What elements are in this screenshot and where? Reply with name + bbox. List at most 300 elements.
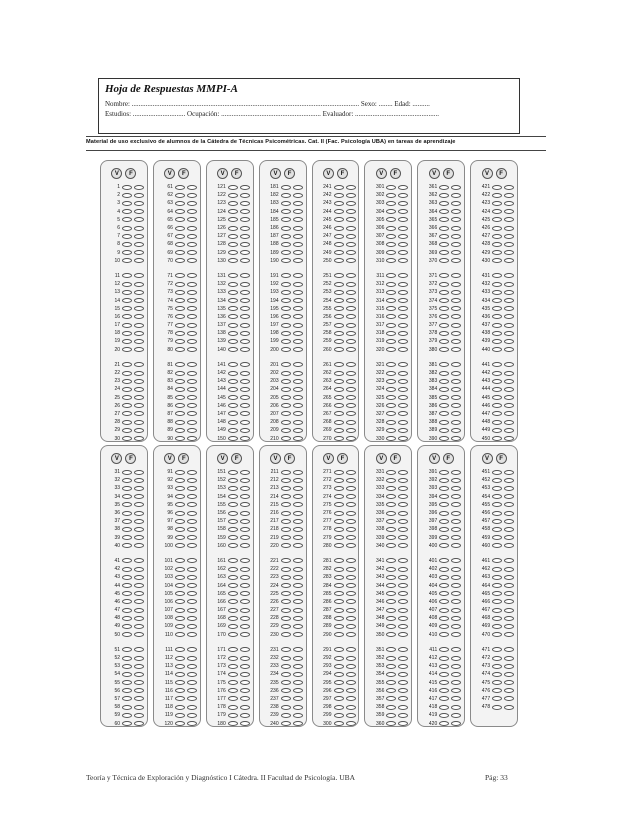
false-bubble[interactable] [504, 193, 514, 198]
false-bubble[interactable] [451, 347, 461, 352]
false-bubble[interactable] [134, 527, 144, 532]
false-bubble[interactable] [346, 201, 356, 206]
false-bubble[interactable] [187, 185, 197, 190]
true-bubble[interactable] [281, 242, 291, 247]
true-bubble[interactable] [334, 306, 344, 311]
false-bubble[interactable] [504, 599, 514, 604]
false-bubble[interactable] [346, 411, 356, 416]
false-bubble[interactable] [504, 558, 514, 563]
true-bubble[interactable] [386, 478, 396, 483]
false-bubble[interactable] [240, 502, 250, 507]
false-bubble[interactable] [451, 201, 461, 206]
false-bubble[interactable] [398, 298, 408, 303]
true-bubble[interactable] [492, 583, 502, 588]
true-bubble[interactable] [492, 209, 502, 214]
false-bubble[interactable] [293, 185, 303, 190]
false-bubble[interactable] [240, 608, 250, 613]
true-bubble[interactable] [228, 379, 238, 384]
false-bubble[interactable] [346, 558, 356, 563]
true-bubble[interactable] [492, 339, 502, 344]
false-bubble[interactable] [346, 535, 356, 540]
true-bubble[interactable] [281, 298, 291, 303]
false-bubble[interactable] [451, 428, 461, 433]
true-bubble[interactable] [386, 616, 396, 621]
true-bubble[interactable] [439, 608, 449, 613]
false-bubble[interactable] [134, 624, 144, 629]
false-bubble[interactable] [398, 591, 408, 596]
true-bubble[interactable] [122, 298, 132, 303]
true-bubble[interactable] [228, 672, 238, 677]
true-bubble[interactable] [492, 395, 502, 400]
true-bubble[interactable] [175, 632, 185, 637]
false-bubble[interactable] [134, 242, 144, 247]
false-bubble[interactable] [398, 242, 408, 247]
true-bubble[interactable] [281, 234, 291, 239]
false-bubble[interactable] [187, 647, 197, 652]
false-bubble[interactable] [187, 250, 197, 255]
true-bubble[interactable] [492, 371, 502, 376]
true-bubble[interactable] [386, 411, 396, 416]
false-bubble[interactable] [240, 478, 250, 483]
true-bubble[interactable] [281, 420, 291, 425]
true-bubble[interactable] [281, 511, 291, 516]
true-bubble[interactable] [386, 298, 396, 303]
true-bubble[interactable] [439, 273, 449, 278]
true-bubble[interactable] [122, 721, 132, 726]
false-bubble[interactable] [187, 339, 197, 344]
true-bubble[interactable] [228, 403, 238, 408]
false-bubble[interactable] [451, 185, 461, 190]
true-bubble[interactable] [228, 420, 238, 425]
true-bubble[interactable] [175, 242, 185, 247]
true-bubble[interactable] [334, 411, 344, 416]
false-bubble[interactable] [240, 575, 250, 580]
true-bubble[interactable] [228, 494, 238, 499]
true-bubble[interactable] [334, 298, 344, 303]
false-bubble[interactable] [187, 672, 197, 677]
false-bubble[interactable] [504, 591, 514, 596]
false-bubble[interactable] [293, 314, 303, 319]
false-bubble[interactable] [398, 250, 408, 255]
true-bubble[interactable] [122, 494, 132, 499]
true-bubble[interactable] [492, 543, 502, 548]
true-bubble[interactable] [386, 403, 396, 408]
true-bubble[interactable] [228, 323, 238, 328]
false-bubble[interactable] [451, 478, 461, 483]
true-bubble[interactable] [439, 362, 449, 367]
true-bubble[interactable] [122, 680, 132, 685]
true-bubble[interactable] [228, 331, 238, 336]
false-bubble[interactable] [504, 478, 514, 483]
false-bubble[interactable] [187, 362, 197, 367]
false-bubble[interactable] [451, 242, 461, 247]
false-bubble[interactable] [346, 395, 356, 400]
false-bubble[interactable] [240, 314, 250, 319]
false-bubble[interactable] [346, 217, 356, 222]
false-bubble[interactable] [240, 403, 250, 408]
true-bubble[interactable] [228, 721, 238, 726]
true-bubble[interactable] [334, 599, 344, 604]
false-bubble[interactable] [134, 705, 144, 710]
false-bubble[interactable] [451, 519, 461, 524]
true-bubble[interactable] [175, 387, 185, 392]
true-bubble[interactable] [281, 680, 291, 685]
true-bubble[interactable] [492, 705, 502, 710]
false-bubble[interactable] [187, 323, 197, 328]
true-bubble[interactable] [281, 486, 291, 491]
false-bubble[interactable] [187, 387, 197, 392]
false-bubble[interactable] [134, 502, 144, 507]
false-bubble[interactable] [346, 608, 356, 613]
true-bubble[interactable] [334, 282, 344, 287]
false-bubble[interactable] [240, 680, 250, 685]
true-bubble[interactable] [228, 234, 238, 239]
true-bubble[interactable] [175, 721, 185, 726]
false-bubble[interactable] [504, 583, 514, 588]
false-bubble[interactable] [134, 575, 144, 580]
true-bubble[interactable] [175, 217, 185, 222]
false-bubble[interactable] [293, 362, 303, 367]
true-bubble[interactable] [492, 632, 502, 637]
true-bubble[interactable] [439, 226, 449, 231]
false-bubble[interactable] [240, 713, 250, 718]
true-bubble[interactable] [439, 672, 449, 677]
false-bubble[interactable] [451, 282, 461, 287]
true-bubble[interactable] [439, 242, 449, 247]
true-bubble[interactable] [492, 688, 502, 693]
true-bubble[interactable] [228, 193, 238, 198]
true-bubble[interactable] [334, 436, 344, 441]
false-bubble[interactable] [187, 258, 197, 263]
true-bubble[interactable] [492, 347, 502, 352]
false-bubble[interactable] [293, 478, 303, 483]
true-bubble[interactable] [175, 314, 185, 319]
false-bubble[interactable] [187, 371, 197, 376]
true-bubble[interactable] [122, 591, 132, 596]
false-bubble[interactable] [187, 193, 197, 198]
false-bubble[interactable] [187, 535, 197, 540]
false-bubble[interactable] [134, 290, 144, 295]
false-bubble[interactable] [346, 242, 356, 247]
false-bubble[interactable] [346, 502, 356, 507]
false-bubble[interactable] [346, 672, 356, 677]
false-bubble[interactable] [240, 306, 250, 311]
true-bubble[interactable] [281, 436, 291, 441]
true-bubble[interactable] [386, 234, 396, 239]
true-bubble[interactable] [334, 713, 344, 718]
true-bubble[interactable] [122, 705, 132, 710]
false-bubble[interactable] [187, 395, 197, 400]
true-bubble[interactable] [281, 209, 291, 214]
true-bubble[interactable] [122, 599, 132, 604]
false-bubble[interactable] [398, 436, 408, 441]
true-bubble[interactable] [492, 403, 502, 408]
false-bubble[interactable] [398, 558, 408, 563]
true-bubble[interactable] [175, 672, 185, 677]
false-bubble[interactable] [504, 502, 514, 507]
true-bubble[interactable] [386, 242, 396, 247]
true-bubble[interactable] [334, 680, 344, 685]
true-bubble[interactable] [492, 535, 502, 540]
false-bubble[interactable] [451, 502, 461, 507]
false-bubble[interactable] [398, 258, 408, 263]
true-bubble[interactable] [122, 387, 132, 392]
false-bubble[interactable] [451, 470, 461, 475]
true-bubble[interactable] [386, 201, 396, 206]
false-bubble[interactable] [240, 234, 250, 239]
true-bubble[interactable] [281, 494, 291, 499]
true-bubble[interactable] [439, 436, 449, 441]
true-bubble[interactable] [281, 527, 291, 532]
false-bubble[interactable] [293, 282, 303, 287]
true-bubble[interactable] [386, 705, 396, 710]
false-bubble[interactable] [398, 478, 408, 483]
true-bubble[interactable] [175, 347, 185, 352]
true-bubble[interactable] [386, 664, 396, 669]
false-bubble[interactable] [346, 339, 356, 344]
true-bubble[interactable] [439, 387, 449, 392]
true-bubble[interactable] [386, 599, 396, 604]
true-bubble[interactable] [492, 575, 502, 580]
true-bubble[interactable] [386, 624, 396, 629]
false-bubble[interactable] [504, 339, 514, 344]
false-bubble[interactable] [451, 696, 461, 701]
false-bubble[interactable] [293, 403, 303, 408]
true-bubble[interactable] [122, 672, 132, 677]
false-bubble[interactable] [451, 209, 461, 214]
false-bubble[interactable] [187, 624, 197, 629]
false-bubble[interactable] [240, 217, 250, 222]
false-bubble[interactable] [398, 371, 408, 376]
true-bubble[interactable] [439, 411, 449, 416]
false-bubble[interactable] [504, 436, 514, 441]
true-bubble[interactable] [228, 656, 238, 661]
true-bubble[interactable] [281, 535, 291, 540]
false-bubble[interactable] [187, 347, 197, 352]
true-bubble[interactable] [439, 201, 449, 206]
false-bubble[interactable] [398, 494, 408, 499]
true-bubble[interactable] [386, 575, 396, 580]
false-bubble[interactable] [134, 387, 144, 392]
true-bubble[interactable] [175, 705, 185, 710]
false-bubble[interactable] [451, 273, 461, 278]
true-bubble[interactable] [439, 282, 449, 287]
false-bubble[interactable] [293, 411, 303, 416]
false-bubble[interactable] [293, 599, 303, 604]
false-bubble[interactable] [346, 519, 356, 524]
false-bubble[interactable] [293, 511, 303, 516]
true-bubble[interactable] [228, 558, 238, 563]
true-bubble[interactable] [228, 535, 238, 540]
false-bubble[interactable] [293, 395, 303, 400]
true-bubble[interactable] [122, 371, 132, 376]
false-bubble[interactable] [293, 371, 303, 376]
true-bubble[interactable] [281, 470, 291, 475]
false-bubble[interactable] [187, 403, 197, 408]
true-bubble[interactable] [228, 314, 238, 319]
true-bubble[interactable] [386, 371, 396, 376]
false-bubble[interactable] [398, 608, 408, 613]
true-bubble[interactable] [386, 323, 396, 328]
true-bubble[interactable] [439, 185, 449, 190]
false-bubble[interactable] [346, 258, 356, 263]
true-bubble[interactable] [228, 599, 238, 604]
true-bubble[interactable] [439, 290, 449, 295]
true-bubble[interactable] [281, 632, 291, 637]
false-bubble[interactable] [398, 543, 408, 548]
false-bubble[interactable] [504, 672, 514, 677]
true-bubble[interactable] [334, 575, 344, 580]
false-bubble[interactable] [451, 298, 461, 303]
false-bubble[interactable] [293, 672, 303, 677]
true-bubble[interactable] [334, 543, 344, 548]
false-bubble[interactable] [293, 567, 303, 572]
true-bubble[interactable] [175, 371, 185, 376]
false-bubble[interactable] [293, 298, 303, 303]
false-bubble[interactable] [451, 436, 461, 441]
false-bubble[interactable] [346, 624, 356, 629]
true-bubble[interactable] [122, 647, 132, 652]
false-bubble[interactable] [134, 535, 144, 540]
true-bubble[interactable] [281, 323, 291, 328]
false-bubble[interactable] [398, 185, 408, 190]
true-bubble[interactable] [175, 535, 185, 540]
false-bubble[interactable] [240, 428, 250, 433]
true-bubble[interactable] [334, 323, 344, 328]
true-bubble[interactable] [122, 193, 132, 198]
true-bubble[interactable] [439, 543, 449, 548]
true-bubble[interactable] [334, 705, 344, 710]
false-bubble[interactable] [134, 314, 144, 319]
false-bubble[interactable] [240, 387, 250, 392]
false-bubble[interactable] [240, 273, 250, 278]
true-bubble[interactable] [386, 591, 396, 596]
false-bubble[interactable] [240, 696, 250, 701]
false-bubble[interactable] [134, 411, 144, 416]
false-bubble[interactable] [293, 713, 303, 718]
false-bubble[interactable] [451, 379, 461, 384]
false-bubble[interactable] [187, 543, 197, 548]
true-bubble[interactable] [334, 511, 344, 516]
false-bubble[interactable] [240, 347, 250, 352]
true-bubble[interactable] [334, 403, 344, 408]
true-bubble[interactable] [175, 290, 185, 295]
false-bubble[interactable] [293, 688, 303, 693]
true-bubble[interactable] [439, 420, 449, 425]
true-bubble[interactable] [439, 323, 449, 328]
false-bubble[interactable] [504, 543, 514, 548]
true-bubble[interactable] [175, 193, 185, 198]
false-bubble[interactable] [240, 624, 250, 629]
true-bubble[interactable] [228, 371, 238, 376]
false-bubble[interactable] [504, 567, 514, 572]
false-bubble[interactable] [293, 616, 303, 621]
false-bubble[interactable] [293, 502, 303, 507]
false-bubble[interactable] [134, 696, 144, 701]
true-bubble[interactable] [228, 688, 238, 693]
true-bubble[interactable] [175, 502, 185, 507]
true-bubble[interactable] [492, 470, 502, 475]
true-bubble[interactable] [439, 428, 449, 433]
false-bubble[interactable] [134, 519, 144, 524]
true-bubble[interactable] [228, 258, 238, 263]
true-bubble[interactable] [281, 616, 291, 621]
false-bubble[interactable] [346, 428, 356, 433]
false-bubble[interactable] [504, 616, 514, 621]
true-bubble[interactable] [439, 314, 449, 319]
true-bubble[interactable] [228, 362, 238, 367]
false-bubble[interactable] [134, 193, 144, 198]
false-bubble[interactable] [504, 680, 514, 685]
true-bubble[interactable] [386, 632, 396, 637]
true-bubble[interactable] [175, 428, 185, 433]
true-bubble[interactable] [175, 298, 185, 303]
true-bubble[interactable] [228, 502, 238, 507]
true-bubble[interactable] [386, 535, 396, 540]
true-bubble[interactable] [228, 470, 238, 475]
false-bubble[interactable] [134, 201, 144, 206]
false-bubble[interactable] [134, 217, 144, 222]
false-bubble[interactable] [293, 705, 303, 710]
false-bubble[interactable] [346, 494, 356, 499]
false-bubble[interactable] [346, 478, 356, 483]
false-bubble[interactable] [504, 705, 514, 710]
false-bubble[interactable] [346, 403, 356, 408]
true-bubble[interactable] [281, 226, 291, 231]
true-bubble[interactable] [334, 347, 344, 352]
true-bubble[interactable] [228, 411, 238, 416]
false-bubble[interactable] [293, 250, 303, 255]
true-bubble[interactable] [386, 486, 396, 491]
false-bubble[interactable] [346, 290, 356, 295]
true-bubble[interactable] [334, 656, 344, 661]
true-bubble[interactable] [334, 234, 344, 239]
false-bubble[interactable] [293, 519, 303, 524]
true-bubble[interactable] [439, 664, 449, 669]
false-bubble[interactable] [293, 420, 303, 425]
true-bubble[interactable] [334, 478, 344, 483]
false-bubble[interactable] [187, 575, 197, 580]
true-bubble[interactable] [492, 672, 502, 677]
false-bubble[interactable] [187, 599, 197, 604]
false-bubble[interactable] [346, 486, 356, 491]
true-bubble[interactable] [281, 599, 291, 604]
false-bubble[interactable] [293, 331, 303, 336]
true-bubble[interactable] [386, 696, 396, 701]
false-bubble[interactable] [346, 331, 356, 336]
false-bubble[interactable] [293, 527, 303, 532]
true-bubble[interactable] [334, 608, 344, 613]
false-bubble[interactable] [240, 519, 250, 524]
true-bubble[interactable] [386, 688, 396, 693]
true-bubble[interactable] [281, 428, 291, 433]
false-bubble[interactable] [240, 371, 250, 376]
false-bubble[interactable] [451, 314, 461, 319]
true-bubble[interactable] [386, 713, 396, 718]
true-bubble[interactable] [439, 258, 449, 263]
false-bubble[interactable] [240, 226, 250, 231]
true-bubble[interactable] [492, 323, 502, 328]
false-bubble[interactable] [504, 209, 514, 214]
false-bubble[interactable] [293, 226, 303, 231]
true-bubble[interactable] [492, 226, 502, 231]
true-bubble[interactable] [122, 242, 132, 247]
true-bubble[interactable] [386, 656, 396, 661]
false-bubble[interactable] [398, 379, 408, 384]
false-bubble[interactable] [346, 306, 356, 311]
true-bubble[interactable] [281, 314, 291, 319]
true-bubble[interactable] [334, 672, 344, 677]
